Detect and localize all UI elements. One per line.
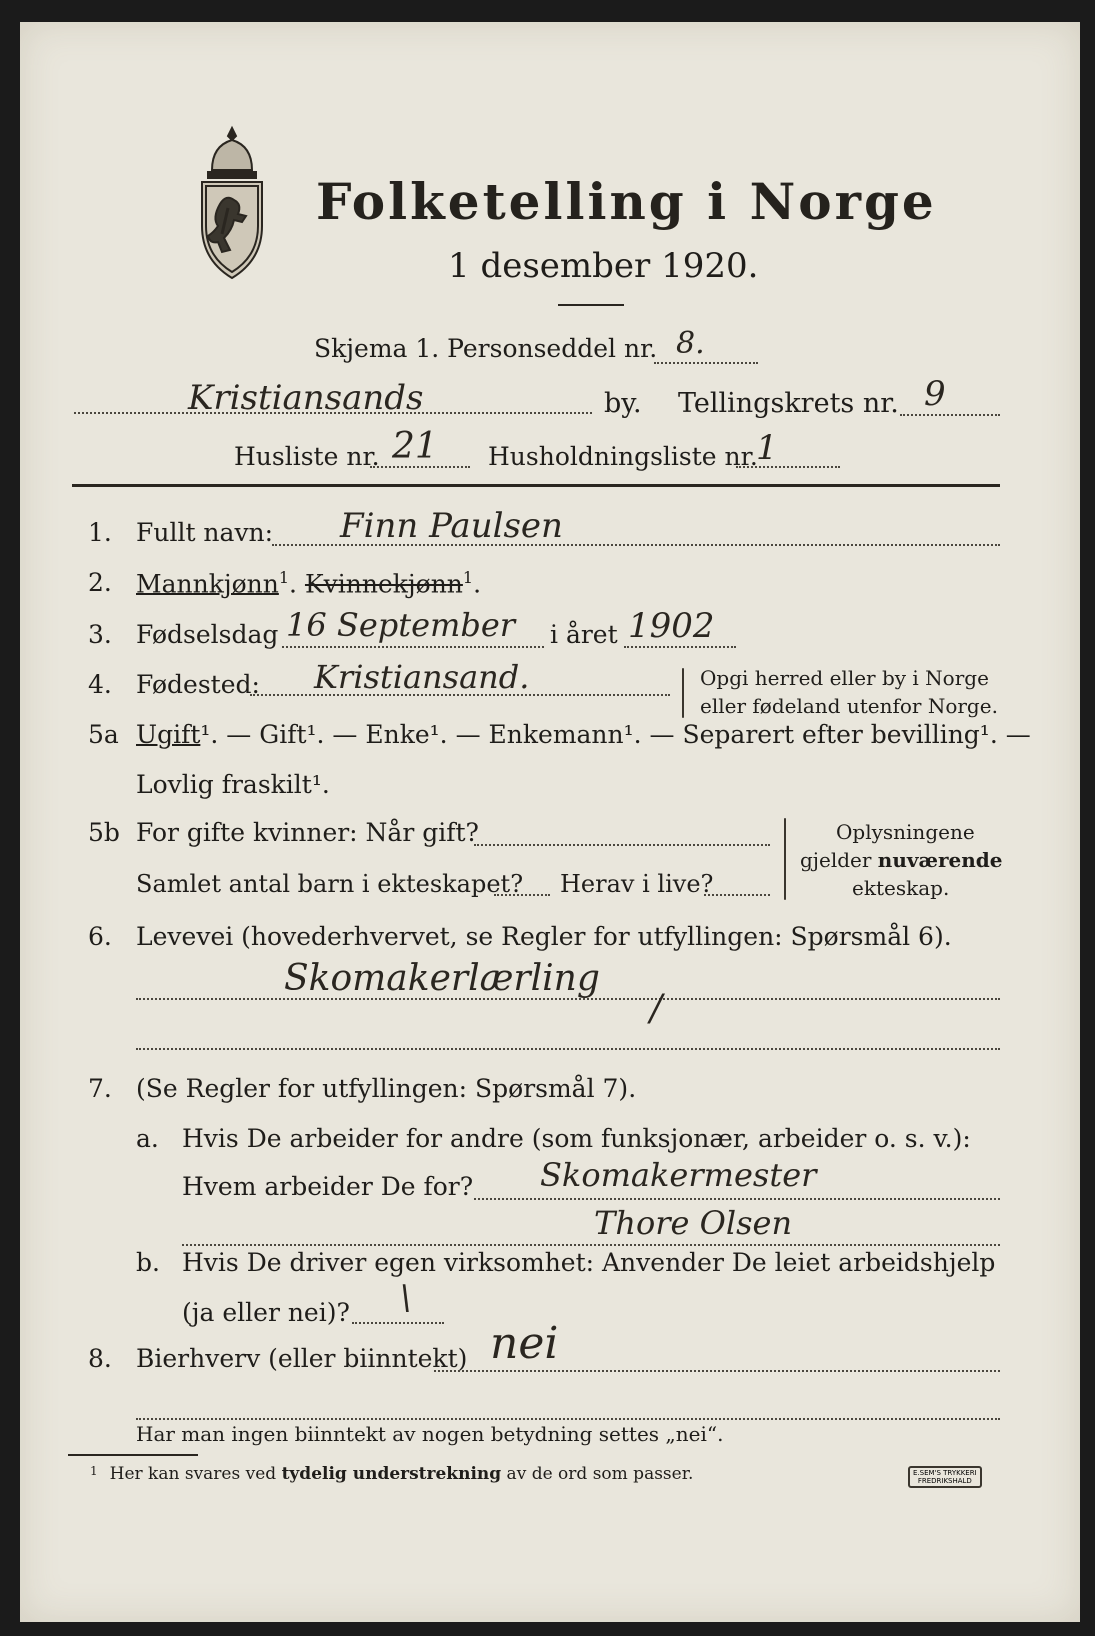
q7a-value2: Thore Olsen xyxy=(594,1204,793,1242)
q8-label: Bierhverv (eller biinntekt) xyxy=(136,1344,468,1373)
q1-number: 1. xyxy=(88,518,112,547)
q4-number: 4. xyxy=(88,670,112,699)
skjema-label: Skjema 1. Personseddel nr. xyxy=(314,334,658,363)
q5b-note1: Oplysningene xyxy=(836,820,975,844)
q1-label: Fullt navn: xyxy=(136,518,274,547)
q7a-field-line2 xyxy=(182,1244,1000,1246)
q5b-line2b: Herav i live? xyxy=(560,870,714,898)
tellingskrets-field xyxy=(900,414,1000,416)
q7b-letter: b. xyxy=(136,1248,160,1277)
q7-number: 7. xyxy=(88,1074,112,1103)
printer-line2: FREDRIKSHALD xyxy=(917,1477,972,1485)
q5a-number: 5a xyxy=(88,720,119,749)
personseddel-field xyxy=(654,362,758,364)
husliste-label: Husliste nr. xyxy=(234,442,380,471)
footnote-text-c: av de ord som passer. xyxy=(501,1464,694,1484)
footnote-text-a: Her kan svares ved xyxy=(109,1464,282,1484)
printer-stamp xyxy=(908,1466,982,1488)
q5b-line2a: Samlet antal barn i ekteskapet? xyxy=(136,870,524,898)
q7b-field xyxy=(352,1322,444,1324)
q7a-letter: a. xyxy=(136,1124,159,1153)
q1-value: Finn Paulsen xyxy=(340,506,563,546)
q5b-line1: For gifte kvinner: Når gift? xyxy=(136,818,479,847)
q3-day-field xyxy=(282,646,544,648)
q7a-line2: Hvem arbeider De for? xyxy=(182,1172,474,1201)
q6-label: Levevei (hovederhvervet, se Regler for utfyllingen: Spørsmål 6). xyxy=(136,922,952,951)
q2-number: 2. xyxy=(88,568,112,597)
husholdning-field xyxy=(736,466,840,468)
personseddel-value: 8. xyxy=(676,326,705,361)
q5a-line2: Lovlig fraskilt¹. xyxy=(136,770,330,799)
q3-number: 3. xyxy=(88,620,112,649)
q4-value: Kristiansand. xyxy=(314,658,530,696)
husholdning-value: 1 xyxy=(756,428,778,468)
q3-year-value: 1902 xyxy=(628,606,715,646)
q6-number: 6. xyxy=(88,922,112,951)
q5b-note2a: gjelder xyxy=(800,848,878,872)
q6-field-line2 xyxy=(136,1048,1000,1050)
q5b-number: 5b xyxy=(88,818,120,847)
q7-label: (Se Regler for utfyllingen: Spørsmål 7). xyxy=(136,1074,637,1103)
q8-field-line2 xyxy=(136,1418,1000,1420)
tellingskrets-value: 9 xyxy=(924,374,946,414)
q8-number: 8. xyxy=(88,1344,112,1373)
q5a-ugift: Ugift xyxy=(136,720,201,749)
q7a-field-line1 xyxy=(474,1198,1000,1200)
census-date: 1 desember 1920. xyxy=(448,246,759,286)
q4-label: Fødested: xyxy=(136,670,260,699)
q3-year-label: i året xyxy=(550,620,618,649)
q2-male-sup: 1 xyxy=(278,568,290,587)
q5a-line1 xyxy=(136,720,1031,749)
footnote-divider xyxy=(68,1454,198,1456)
q2-options: Mannkjønn$^1$. Kvinnekjønn$^1$. xyxy=(136,568,482,599)
q4-note-line1: Opgi herred eller by i Norge xyxy=(700,666,989,690)
q5b-barn-field xyxy=(494,894,550,896)
norwegian-coat-of-arms-icon xyxy=(192,124,272,282)
q5a-rest: ¹. — Gift¹. — Enke¹. — Enkemann¹. — Separert efter bevilling¹. — xyxy=(200,720,1031,749)
tellingskrets-label: Tellingskrets nr. xyxy=(678,388,899,419)
footnote xyxy=(90,1464,693,1484)
q2-female-sup: 1 xyxy=(462,568,474,587)
q4-note-line2: eller fødeland utenfor Norge. xyxy=(700,694,998,718)
by-label: by. xyxy=(604,388,642,419)
q5b-note3: ekteskap. xyxy=(852,876,950,900)
q5b-live-field xyxy=(704,894,770,896)
q3-label: Fødselsdag xyxy=(136,620,279,649)
form-title: Folketelling i Norge xyxy=(316,172,937,231)
q5b-note2 xyxy=(800,848,1003,872)
header-separator xyxy=(72,484,1000,487)
q3-day-value: 16 September xyxy=(286,606,516,644)
q3-year-field xyxy=(624,646,736,648)
footnote-text-b: tydelig understrekning xyxy=(281,1464,502,1484)
q7b-line1: Hvis De driver egen virksomhet: Anvender De leiet arbeidshjelp xyxy=(182,1248,996,1277)
q8-field-line1 xyxy=(434,1370,1000,1372)
census-form-sheet xyxy=(20,22,1080,1622)
q7a-line1: Hvis De arbeider for andre (som funksjonær, arbeider o. s. v.): xyxy=(182,1124,971,1153)
city-value: Kristiansands xyxy=(188,378,424,418)
q5b-note2b: nuværende xyxy=(877,848,1003,872)
q5b-brace xyxy=(784,818,786,900)
q4-brace xyxy=(682,668,684,718)
footer-note: Har man ingen biinntekt av nogen betydning settes „nei“. xyxy=(136,1422,724,1446)
husholdning-label: Husholdningsliste nr. xyxy=(488,442,758,471)
q7b-line2: (ja eller nei)? xyxy=(182,1298,350,1327)
q2-female: Kvinnekjønn xyxy=(304,569,463,599)
q2-male: Mannkjønn xyxy=(136,569,279,599)
q7a-value1: Skomakermester xyxy=(540,1156,817,1194)
husliste-value: 21 xyxy=(392,426,438,467)
q5b-gift-field xyxy=(474,844,770,846)
q8-value: nei xyxy=(490,1318,559,1369)
title-divider xyxy=(558,304,624,306)
q6-value: Skomakerlærling xyxy=(284,958,600,999)
q6-mark: / xyxy=(650,988,663,1029)
q7b-value: \ xyxy=(400,1278,412,1318)
printer-line1: E.SEM'S TRYKKERI xyxy=(913,1469,977,1477)
footnote-number: 1 xyxy=(90,1464,98,1478)
